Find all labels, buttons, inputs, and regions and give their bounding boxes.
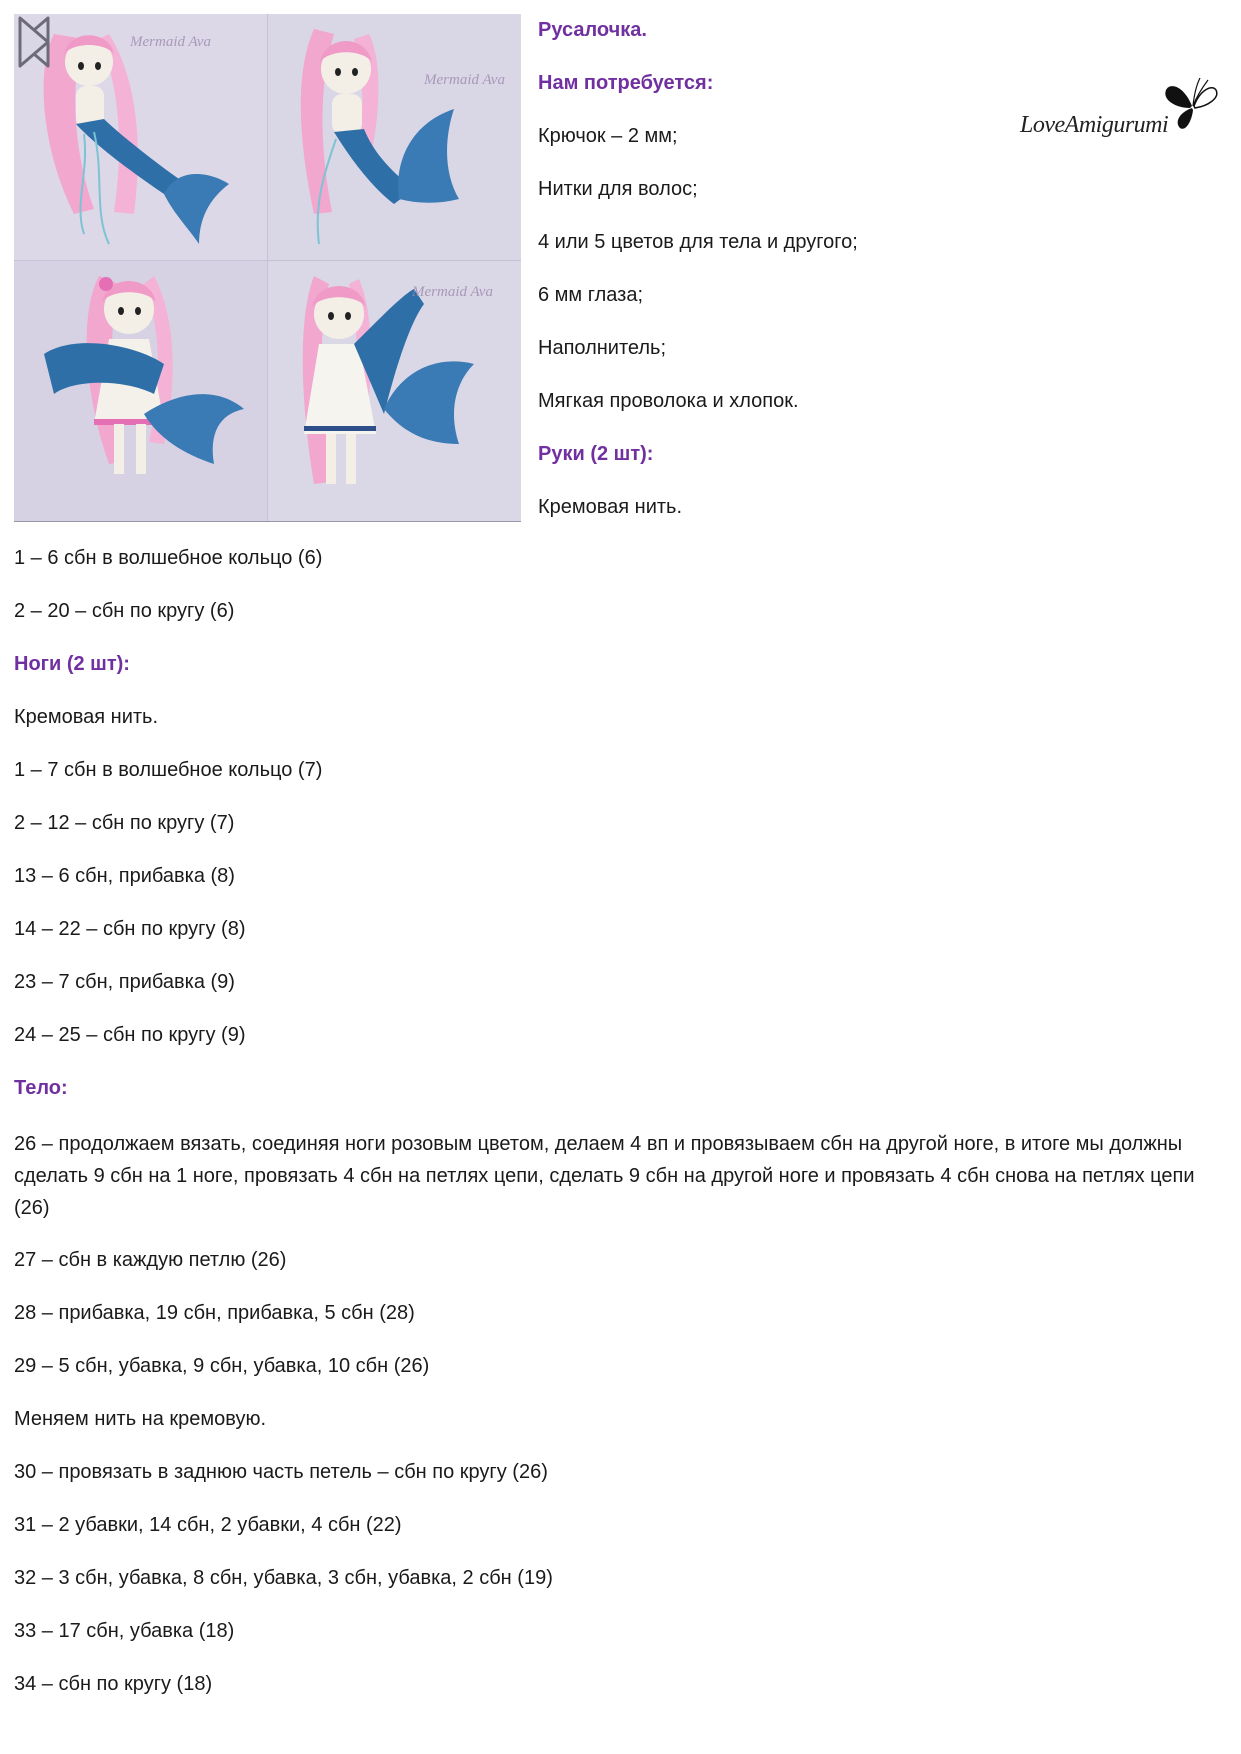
instruction-line: 33 – 17 сбн, убавка (18): [14, 1620, 235, 1642]
instruction-line: Кремовая нить.: [538, 496, 683, 518]
instruction-line: 4 или 5 цветов для тела и другого;: [538, 231, 858, 253]
instruction-line: 31 – 2 убавки, 14 сбн, 2 убавки, 4 сбн (22): [14, 1514, 402, 1536]
instruction-line: 2 – 20 – сбн по кругу (6): [14, 600, 235, 622]
instruction-line: 23 – 7 сбн, прибавка (9): [14, 971, 235, 993]
instruction-line: 13 – 6 сбн, прибавка (8): [14, 865, 235, 887]
instruction-line: Меняем нить на кремовую.: [14, 1408, 267, 1430]
row-26-instruction: 26 – продолжаем вязать, соединяя ноги розовым цветом, делаем 4 вп и провязываем сбн на другой ноге, в итоге мы должны сделать 9 сбн на 1 ноге, провязать 4 сбн на петлях цепи, сделать 9 сбн на другой ноге и провязать 4 сбн снова на петлях цепи (26): [14, 1133, 1195, 1219]
instruction-line: Крючок – 2 мм;: [538, 125, 678, 147]
instruction-line: Наполнитель;: [538, 337, 667, 359]
instruction-line: 1 – 7 сбн в волшебное кольцо (7): [14, 759, 323, 781]
section-heading: Нам потребуется:: [538, 72, 714, 94]
instruction-line: 6 мм глаза;: [538, 284, 644, 306]
instruction-line: 30 – провязать в заднюю часть петель – сбн по кругу (26): [14, 1461, 548, 1483]
instruction-line: 27 – сбн в каждую петлю (26): [14, 1249, 287, 1271]
section-heading: Ноги (2 шт):: [14, 653, 130, 675]
butterfly-icon: [1162, 76, 1222, 132]
instruction-line: Мягкая проволока и хлопок.: [538, 390, 799, 412]
next-arrow-icon[interactable]: [14, 14, 54, 70]
mermaid-photo-collage: [14, 14, 521, 522]
instruction-line: 14 – 22 – сбн по кругу (8): [14, 918, 246, 940]
section-heading: Русалочка.: [538, 19, 647, 41]
watermark-text: Mermaid Ava: [424, 72, 505, 88]
watermark-text: Mermaid Ava: [130, 34, 211, 50]
instruction-line: 2 – 12 – сбн по кругу (7): [14, 812, 235, 834]
mermaid-doll-illustration: [14, 14, 521, 521]
instruction-line: 1 – 6 сбн в волшебное кольцо (6): [14, 547, 323, 569]
section-heading: Тело:: [14, 1077, 68, 1099]
loveamigurumi-logo: [1020, 76, 1225, 156]
instruction-line: 28 – прибавка, 19 сбн, прибавка, 5 сбн (28): [14, 1302, 415, 1324]
instruction-line: 24 – 25 – сбн по кругу (9): [14, 1024, 246, 1046]
instruction-line: 29 – 5 сбн, убавка, 9 сбн, убавка, 10 сбн (26): [14, 1355, 430, 1377]
section-heading: Руки (2 шт):: [538, 443, 654, 465]
instruction-line: 32 – 3 сбн, убавка, 8 сбн, убавка, 3 сбн, убавка, 2 сбн (19): [14, 1567, 553, 1589]
watermark-text: Mermaid Ava: [412, 284, 493, 300]
logo-text: LoveAmigurumi: [1020, 112, 1169, 138]
instruction-line: Нитки для волос;: [538, 178, 698, 200]
instruction-line: Кремовая нить.: [14, 706, 159, 728]
instruction-line: 34 – сбн по кругу (18): [14, 1673, 213, 1695]
